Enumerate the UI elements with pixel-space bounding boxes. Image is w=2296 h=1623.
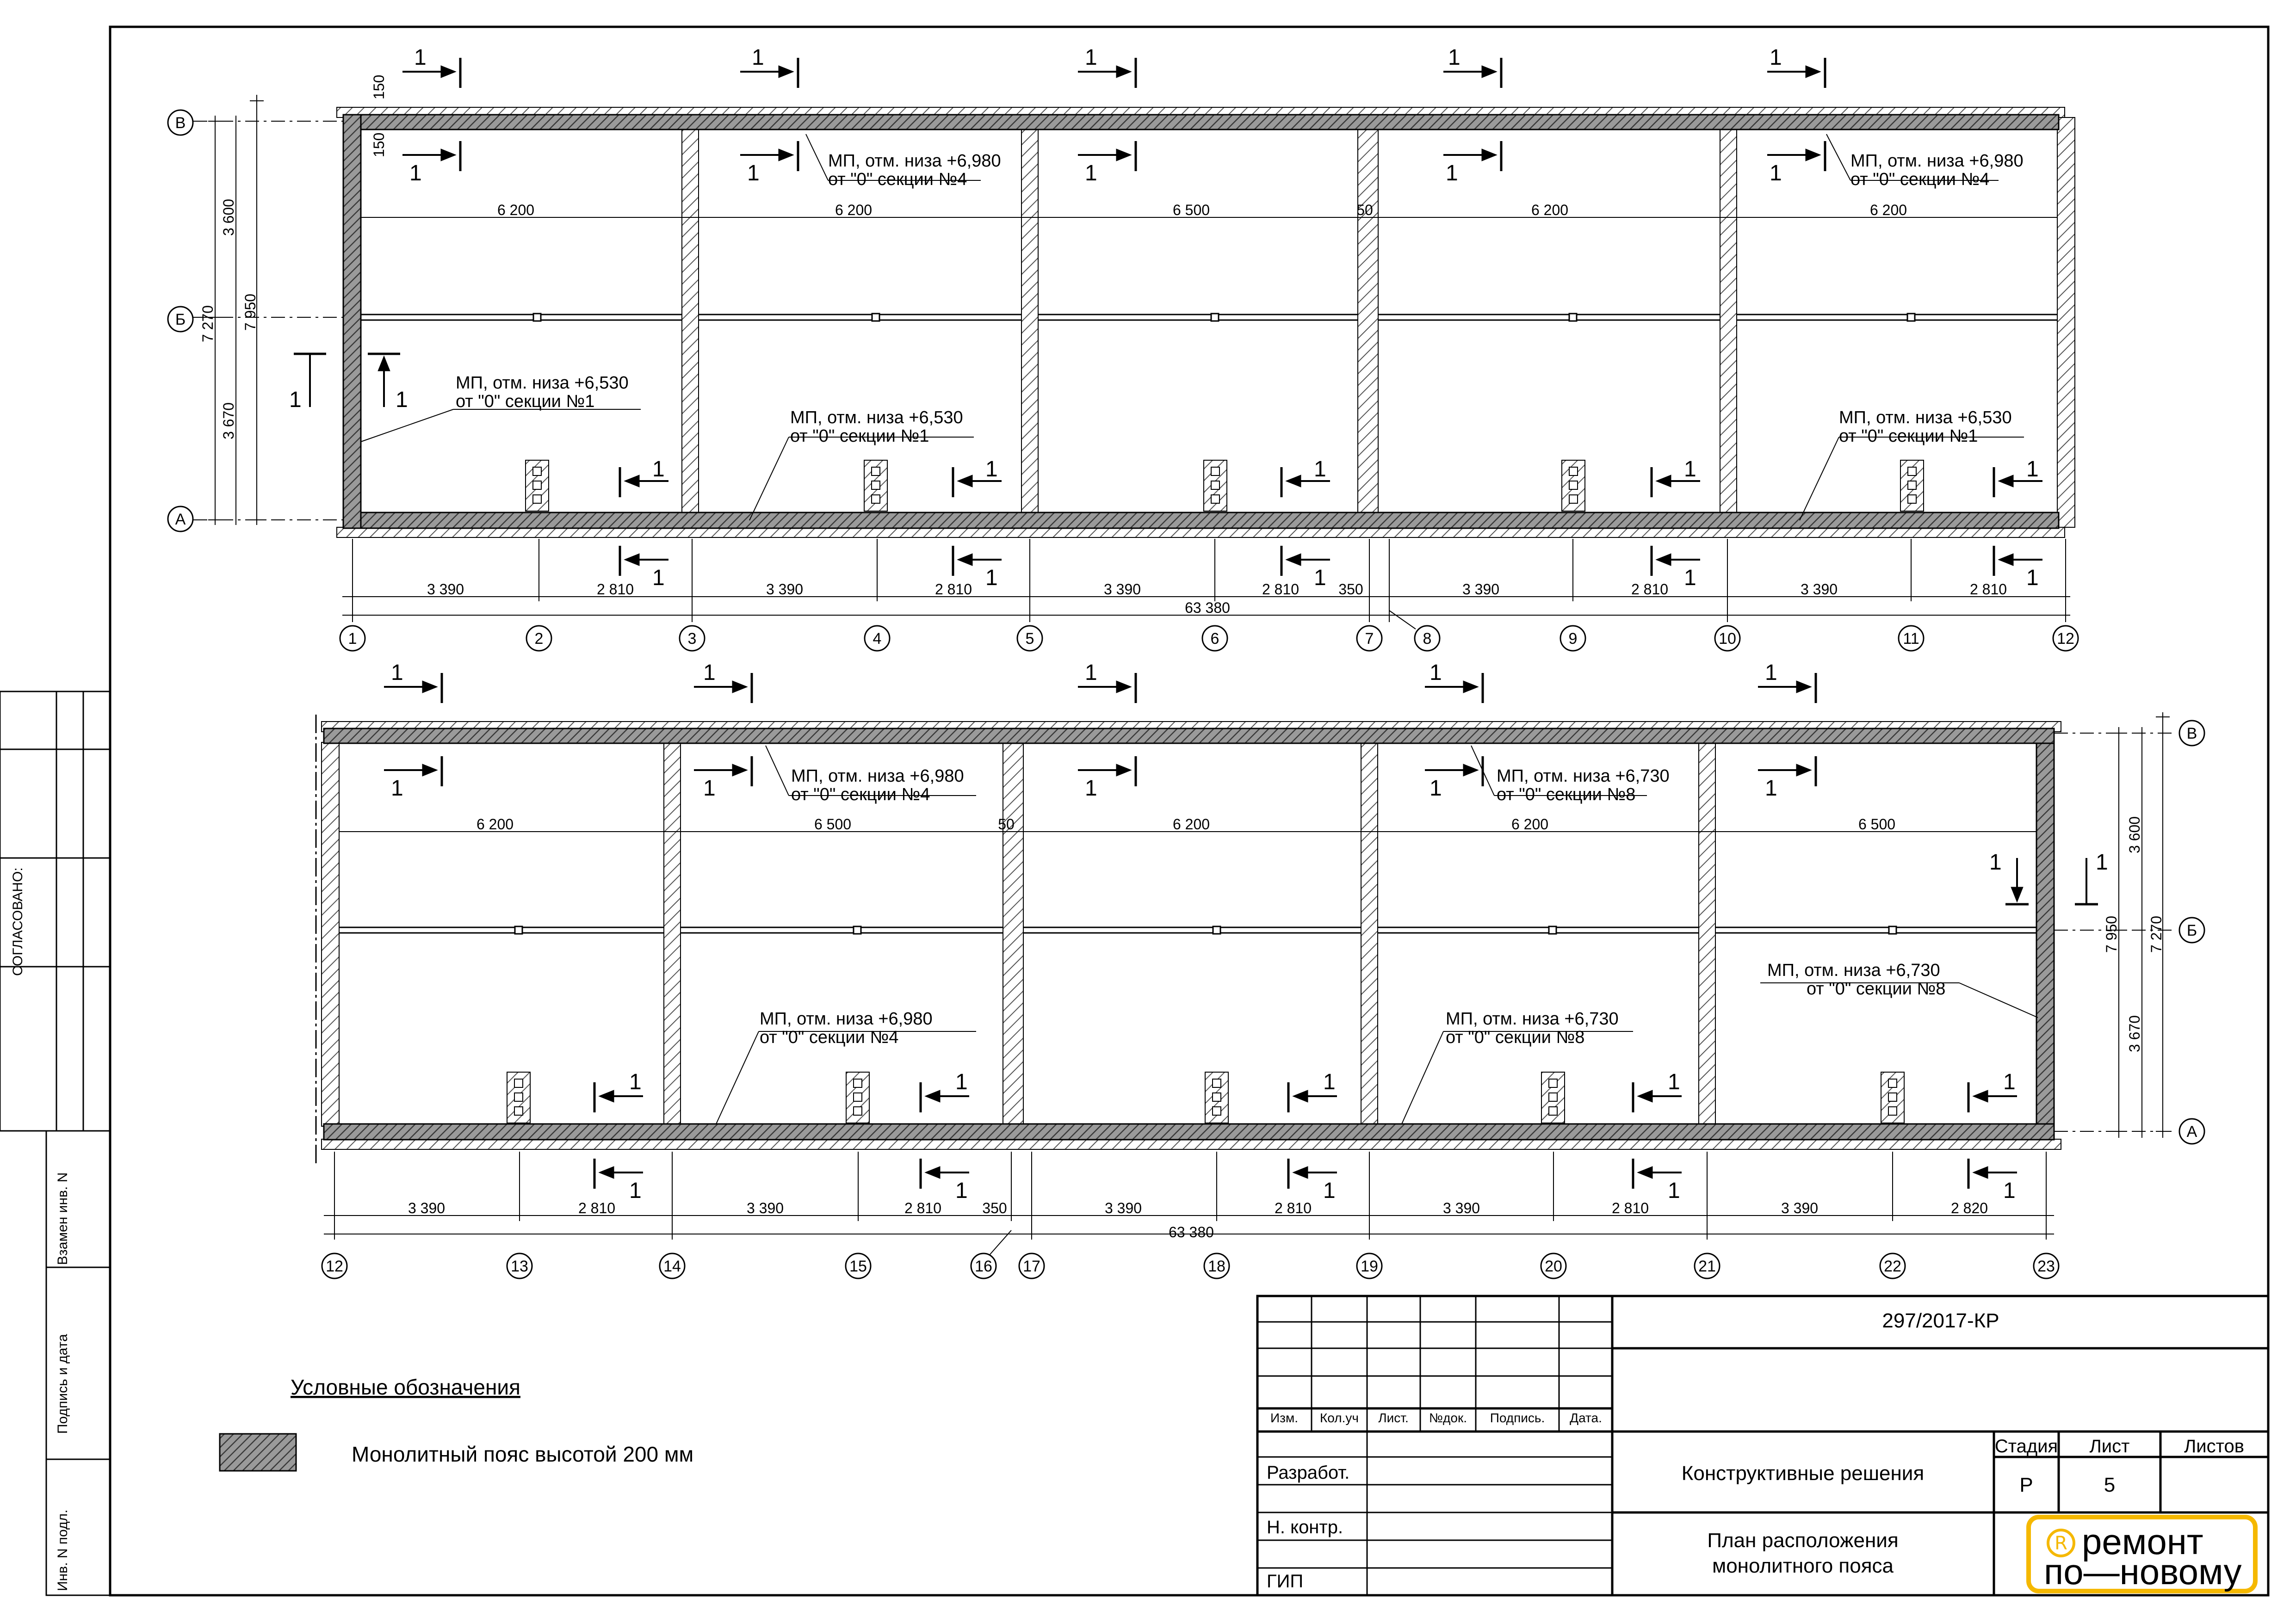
note-line2: от "0" секции №8 (1497, 785, 1636, 804)
section-number: 1 (391, 660, 403, 685)
section-number: 1 (1770, 161, 1782, 185)
axis-label: 4 (873, 630, 882, 648)
section-number: 1 (1765, 776, 1777, 801)
axis-label: 20 (1545, 1258, 1562, 1275)
axis-8-leader (1389, 611, 1416, 629)
title-block-grid (1257, 1296, 1612, 1595)
stage-label: Стадия (1994, 1436, 2058, 1456)
axis-label: А (2186, 1123, 2197, 1141)
dim-value: 2 810 (1611, 1200, 1649, 1216)
legend-title: Условные обозначения (291, 1375, 520, 1399)
section-number: 1 (1323, 1179, 1336, 1203)
col-axis-labels-bottom (326, 1258, 2055, 1275)
section-number: 1 (414, 45, 427, 70)
axis-label: 7 (1365, 630, 1374, 648)
section-number: 1 (289, 388, 302, 412)
overall-dim: 63 380 (1185, 599, 1230, 616)
project-name: Конструктивные решения (1681, 1462, 1925, 1485)
section-number: 1 (1085, 660, 1097, 685)
note-line2: от "0" секции №4 (791, 785, 930, 804)
dim-value: 3 390 (1442, 1200, 1480, 1216)
dim-value: 2 810 (934, 581, 972, 598)
axis-label: 11 (1903, 630, 1919, 648)
legend-item: Монолитный пояс высотой 200 мм (352, 1442, 694, 1466)
sheets-label: Листов (2184, 1436, 2244, 1456)
note-line1: МП, отм. низа +6,980 (1850, 151, 2024, 171)
axis-label: 15 (849, 1258, 867, 1275)
vent-blocks-top (526, 460, 1924, 511)
section-number: 1 (1684, 457, 1696, 481)
axis-label: 2 (534, 630, 544, 648)
axis-label: 14 (663, 1258, 681, 1275)
sheet-value: 5 (2104, 1474, 2116, 1496)
sheet-label: Лист (2089, 1436, 2130, 1456)
dim-value: 3 390 (1104, 1200, 1142, 1216)
section-number: 1 (1765, 660, 1777, 685)
wall-top-east (2057, 117, 2075, 527)
axis-label: 17 (1023, 1258, 1040, 1275)
note-line2: от "0" секции №1 (1839, 426, 1978, 446)
axis-label: 3 (687, 630, 697, 648)
side-panel (0, 691, 110, 1595)
logo-mark: R (2055, 1533, 2067, 1554)
row-axes-bottom (2179, 721, 2204, 1144)
section-number: 1 (652, 457, 665, 481)
bay-width: 6 200 (1531, 202, 1569, 218)
wall-bottom-west (322, 742, 339, 1126)
dim-value: 7 270 (199, 305, 216, 342)
axis-label: 12 (326, 1258, 343, 1275)
side-dim-labels-bottom (2103, 816, 2165, 1052)
dim-value: 3 390 (1462, 581, 1500, 598)
note-line1: МП, отм. низа +6,730 (1767, 961, 1940, 980)
bay-width: 6 200 (497, 202, 535, 218)
section-number: 1 (1430, 660, 1442, 685)
logo-line1: ремонт (2082, 1521, 2203, 1562)
soglasovano-label: СОГЛАСОВАНО: (10, 867, 25, 976)
note-line2: от "0" секции №4 (828, 170, 967, 189)
dim-value: 350 (1338, 581, 1363, 598)
bay-widths-bottom (477, 816, 1895, 833)
section-number: 1 (703, 660, 716, 685)
dim-value: 150 (371, 132, 387, 157)
axis-label: 19 (1361, 1258, 1378, 1275)
dim-value: 3 600 (2126, 816, 2143, 853)
dim-value: 2 810 (596, 581, 634, 598)
section-number: 1 (955, 1070, 968, 1094)
axis-label: 22 (1884, 1258, 1901, 1275)
title-block-headers (1270, 1411, 1602, 1425)
col-axis-labels-top (348, 630, 2074, 648)
beam-line-top (361, 315, 2057, 320)
section-number: 1 (396, 388, 408, 412)
section-number: 1 (409, 161, 422, 185)
logo-line2: по—новому (2044, 1551, 2242, 1592)
section-number: 1 (985, 457, 998, 481)
col-axes-bottom (322, 1253, 2059, 1278)
section-number: 1 (1446, 161, 1458, 185)
axis-label: 21 (1698, 1258, 1716, 1275)
axis-label: 16 (975, 1258, 992, 1275)
dim-value: 7 950 (242, 293, 259, 331)
doc-code: 297/2017-КР (1882, 1309, 1999, 1332)
section-number: 1 (1448, 45, 1461, 70)
inv-podl-label: Инв. N подл. (55, 1509, 70, 1591)
axis-label: 18 (1208, 1258, 1225, 1275)
dim-value: 3 670 (220, 402, 237, 439)
section-number: 1 (752, 45, 764, 70)
section-number: 1 (1323, 1070, 1336, 1094)
axis-label: 1 (348, 630, 357, 648)
header-kol: Кол.уч (1320, 1411, 1359, 1425)
header-ndok: №док. (1429, 1411, 1467, 1425)
note-line1: МП, отм. низа +6,530 (456, 373, 629, 393)
section-marks-top (294, 58, 2042, 576)
axis-label: 5 (1025, 630, 1034, 648)
bay-width: 6 500 (1172, 202, 1210, 218)
section-number: 1 (629, 1179, 642, 1203)
note-line1: МП, отм. низа +6,730 (1497, 766, 1670, 786)
podpis-data-label: Подпись и дата (55, 1334, 70, 1434)
section-number: 1 (652, 566, 665, 590)
col-axes-top (340, 626, 2078, 651)
axis-label: 12 (2057, 630, 2074, 648)
dim-value: 2 810 (1969, 581, 2007, 598)
bay-widths-top (497, 202, 1907, 218)
note-line1: МП, отм. низа +6,530 (1839, 408, 2012, 427)
dim-value: 3 390 (746, 1200, 784, 1216)
bay-width: 6 200 (1869, 202, 1907, 218)
dim-value: 3 390 (1781, 1200, 1819, 1216)
axis-label: 13 (511, 1258, 528, 1275)
bay-width: 6 500 (814, 816, 852, 833)
header-izm: Изм. (1270, 1411, 1298, 1425)
dim-value: 2 810 (1262, 581, 1300, 598)
axis-label: 8 (1423, 630, 1432, 648)
section-marks-bottom (384, 673, 2098, 1189)
vent-blocks-bottom (507, 1072, 1904, 1123)
axis-label: В (175, 114, 186, 132)
section-number: 1 (1668, 1070, 1680, 1094)
dim-value: 3 390 (1103, 581, 1141, 598)
dim-value: 2 810 (1631, 581, 1669, 598)
note-line2: от "0" секции №4 (1850, 170, 1990, 189)
section-number: 1 (1684, 566, 1696, 590)
note-line2: от "0" секции №8 (1446, 1028, 1585, 1047)
axis-label: А (175, 511, 186, 528)
dim-value: 2 810 (578, 1200, 616, 1216)
dim-value: 2 820 (1950, 1200, 1988, 1216)
section-number: 1 (2096, 850, 2108, 875)
dim-value: 7 270 (2148, 915, 2165, 953)
axis-label: В (2186, 725, 2197, 742)
axis-label: Б (2186, 922, 2197, 939)
note-line2: от "0" секции №1 (456, 392, 595, 411)
section-number: 1 (1770, 45, 1782, 70)
section-number: 1 (2003, 1070, 2016, 1094)
role-gip: ГИП (1267, 1571, 1304, 1592)
company-logo (2029, 1517, 2255, 1592)
section-number: 1 (1314, 566, 1326, 590)
section-number: 1 (2026, 566, 2039, 590)
dim-value: 3 390 (1800, 581, 1838, 598)
axis-label: 23 (2037, 1258, 2055, 1275)
sheet-title-line1: План расположения (1707, 1529, 1899, 1552)
dim-value: 150 (371, 74, 387, 99)
section-number: 1 (1085, 161, 1097, 185)
sheet-frame (110, 27, 2268, 1595)
belt-bottom (324, 728, 2054, 1140)
dim-value: 3 390 (408, 1200, 446, 1216)
note-line2: от "0" секции №1 (790, 426, 929, 446)
section-number: 1 (2026, 457, 2039, 481)
note-line1: МП, отм. низа +6,980 (760, 1009, 933, 1029)
dim-value: 2 810 (904, 1200, 942, 1216)
dim-value: 2 810 (1274, 1200, 1312, 1216)
axis-label: 6 (1210, 630, 1219, 648)
note-line1: МП, отм. низа +6,530 (790, 408, 963, 427)
bay-width: 50 (998, 816, 1015, 833)
axis-label: 9 (1568, 630, 1578, 648)
axis-label: 10 (1719, 630, 1736, 648)
dim-value: 3 390 (766, 581, 804, 598)
sheet-title-line2: монолитного пояса (1712, 1555, 1894, 1577)
bay-width: 6 200 (1511, 816, 1549, 833)
note-line1: МП, отм. низа +6,730 (1446, 1009, 1619, 1029)
dim-value: 350 (982, 1200, 1007, 1216)
section-number: 1 (1989, 850, 2002, 875)
note-line2: от "0" секции №8 (1807, 979, 1946, 999)
dim-value: 3 670 (2126, 1015, 2143, 1052)
bay-width: 6 200 (1172, 816, 1210, 833)
role-razrab: Разработ. (1267, 1463, 1350, 1483)
section-number: 1 (1668, 1179, 1680, 1203)
vzamen-label: Взамен инв. N (55, 1172, 70, 1265)
header-podpis: Подпись. (1490, 1411, 1545, 1425)
overall-dim: 63 380 (1169, 1224, 1214, 1240)
bay-width: 6 500 (1858, 816, 1896, 833)
section-number: 1 (1085, 776, 1097, 801)
notes-top (361, 134, 2024, 520)
note-line1: МП, отм. низа +6,980 (828, 151, 1001, 171)
wall-bottom-south (322, 1139, 2061, 1149)
header-data: Дата. (1570, 1411, 1602, 1425)
section-number: 1 (1430, 776, 1442, 801)
plan-top (193, 95, 2075, 622)
bay-width: 6 200 (476, 816, 514, 833)
section-number: 1 (2003, 1179, 2016, 1203)
section-number: 1 (629, 1070, 642, 1094)
section-number: 1 (747, 161, 760, 185)
section-number: 1 (391, 776, 403, 801)
dim-value: 3 600 (220, 198, 237, 236)
dim-value: 7 950 (2103, 915, 2120, 953)
section-number: 1 (985, 566, 998, 590)
note-line2: от "0" секции №4 (760, 1028, 899, 1047)
note-line1: МП, отм. низа +6,980 (791, 766, 964, 786)
row-axes-top (168, 110, 193, 531)
section-number: 1 (703, 776, 716, 801)
axis-label: Б (175, 311, 186, 328)
header-list: Лист. (1378, 1411, 1409, 1425)
section-number: 1 (1314, 457, 1326, 481)
section-number: 1 (955, 1179, 968, 1203)
belt-top (343, 115, 2059, 528)
dim-value: 3 390 (427, 581, 464, 598)
role-nkontr: Н. контр. (1267, 1517, 1343, 1537)
beam-line-bottom (339, 927, 2036, 933)
section-number: 1 (1085, 45, 1097, 70)
bay-width: 50 (1356, 202, 1373, 218)
bay-width: 6 200 (835, 202, 873, 218)
stage-value: Р (2019, 1474, 2033, 1496)
legend-swatch (220, 1434, 296, 1471)
